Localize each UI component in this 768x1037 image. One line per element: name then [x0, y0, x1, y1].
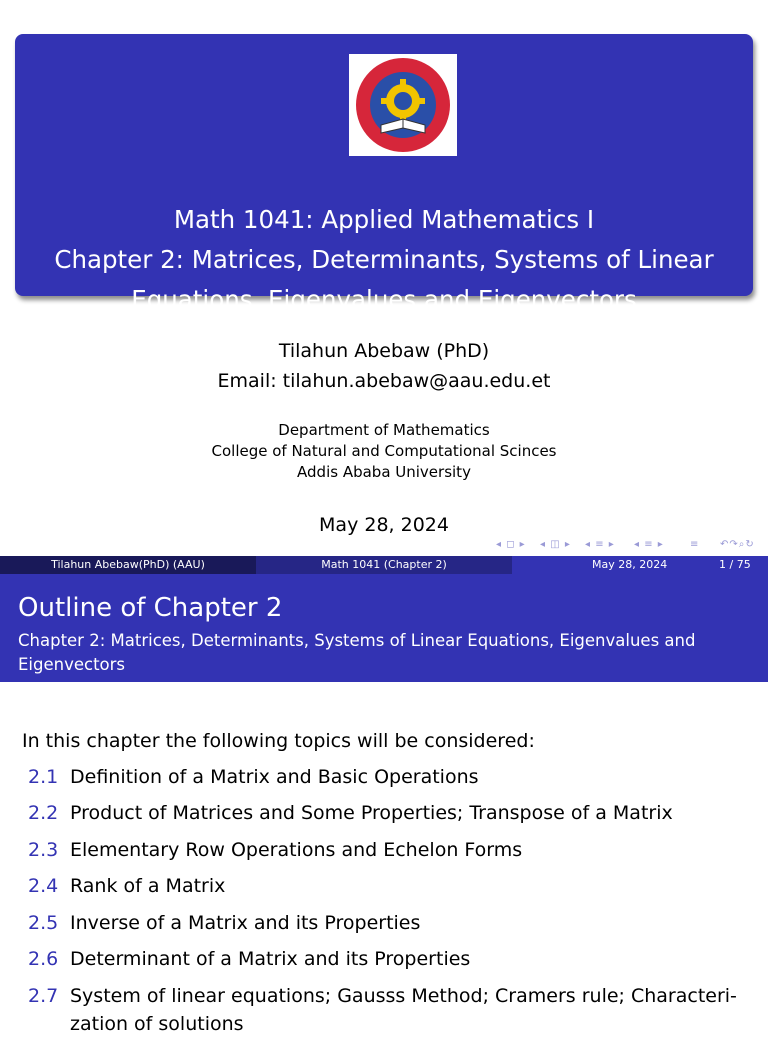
- title-line-2: Chapter 2: Matrices, Determinants, Systems of Linear: [54, 245, 714, 274]
- topic-text: Inverse of a Matrix and its Properties: [70, 912, 421, 934]
- topic-item[interactable]: [28, 983, 737, 1009]
- nav-back-icon[interactable]: ≡: [690, 539, 700, 550]
- topic-item[interactable]: [28, 764, 479, 790]
- university-logo: [349, 54, 457, 156]
- topic-number: 2.5: [28, 912, 59, 934]
- topic-item[interactable]: [28, 800, 673, 826]
- topic-number: 2.1: [28, 766, 59, 788]
- title-line-3: Equations, Eigenvalues and Eigenvectors: [131, 285, 637, 314]
- topic-text: Elementary Row Operations and Echelon Forms: [70, 839, 523, 861]
- department: Department of Mathematics: [278, 421, 490, 439]
- title-block: [15, 34, 753, 314]
- intro-text: In this chapter the following topics will be considered:: [22, 730, 535, 752]
- topic-number: 2.6: [28, 948, 59, 970]
- footer-date: May 28, 2024: [592, 558, 668, 571]
- slide-footer: [0, 556, 768, 574]
- nav-subsection-icon[interactable]: ◂ ◫ ▸: [540, 539, 571, 550]
- author-name: Tilahun Abebaw (PhD): [278, 340, 490, 362]
- nav-section-icon[interactable]: ◂ ≡ ▸: [585, 539, 615, 550]
- college: College of Natural and Computational Scinces: [211, 442, 557, 460]
- topic-text: Rank of a Matrix: [70, 875, 226, 897]
- frame-title-bar: [0, 574, 768, 682]
- frame-title: Outline of Chapter 2: [18, 593, 283, 623]
- topic-number: 2.7: [28, 985, 59, 1007]
- nav-document-icon[interactable]: ◂ ≡ ▸: [634, 539, 664, 550]
- topic-text: System of linear equations; Gausss Method; Cramers rule; Characteri-: [70, 985, 737, 1007]
- topic-item-continued: [28, 1011, 244, 1037]
- frame-subtitle: Chapter 2: Matrices, Determinants, Systems of Linear Equations, Eigenvalues and Eigenvectors: [18, 631, 696, 674]
- footer-right: [512, 556, 768, 574]
- nav-search-icon[interactable]: ↶↷⌕↻: [720, 539, 755, 550]
- title-line-1: Math 1041: Applied Mathematics I: [173, 205, 595, 234]
- topic-text: zation of solutions: [70, 1013, 244, 1035]
- topic-item[interactable]: [28, 873, 225, 899]
- topic-number: 2.3: [28, 839, 59, 861]
- topic-item[interactable]: [28, 910, 420, 936]
- footer-author: Tilahun Abebaw(PhD) (AAU): [0, 556, 256, 574]
- topic-item[interactable]: [28, 837, 522, 863]
- topic-text: Definition of a Matrix and Basic Operations: [70, 766, 479, 788]
- topic-text: Product of Matrices and Some Properties; Transpose of a Matrix: [70, 802, 673, 824]
- nav-frame-icon[interactable]: ◂ ◻ ▸: [496, 539, 526, 550]
- topic-number: 2.2: [28, 802, 59, 824]
- topic-item[interactable]: [28, 946, 470, 972]
- university: Addis Ababa University: [297, 463, 471, 481]
- author-email: Email: tilahun.abebaw@aau.edu.et: [217, 370, 551, 392]
- topic-number: 2.4: [28, 875, 59, 897]
- footer-page: 1 / 75: [719, 558, 751, 571]
- topic-text: Determinant of a Matrix and its Properties: [70, 948, 471, 970]
- footer-course: Math 1041 (Chapter 2): [256, 556, 512, 574]
- presentation-date: May 28, 2024: [319, 514, 449, 536]
